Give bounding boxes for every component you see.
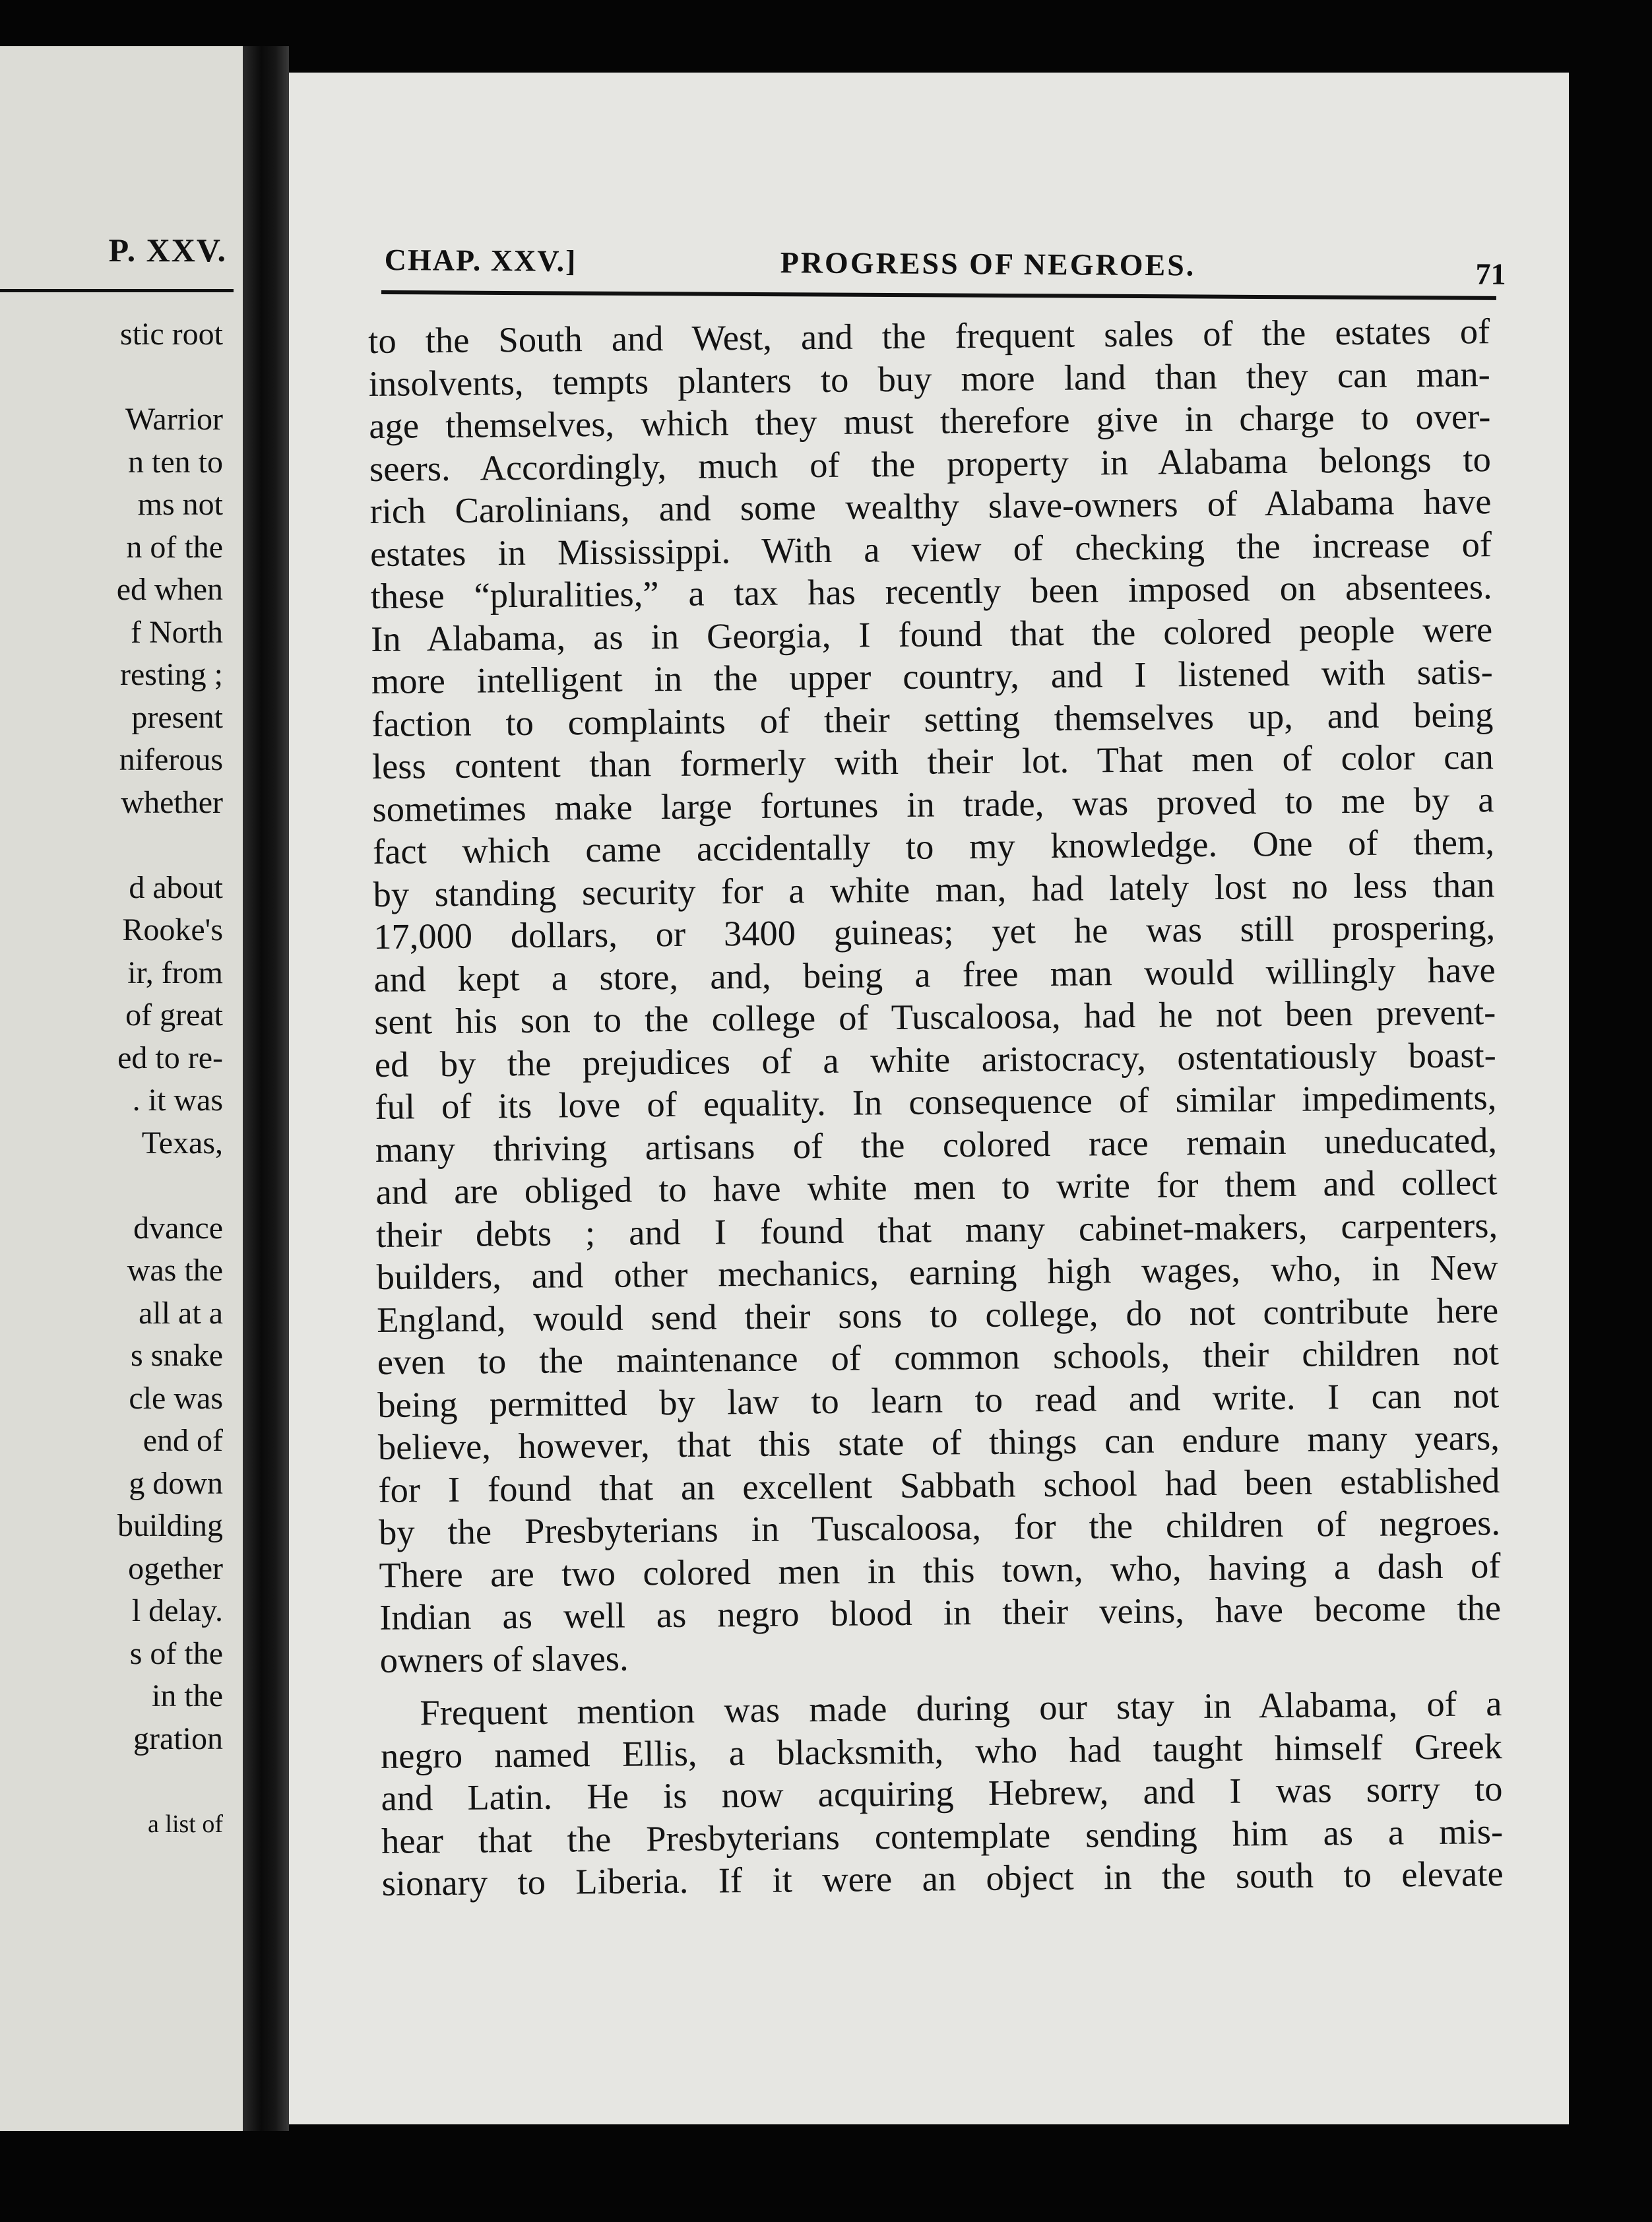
left-facing-page: [0, 46, 243, 2131]
left-page-line: l delay.: [131, 1593, 223, 1628]
text-line: their debts ; and I found that many cabinet-makers, carpenters,: [375, 1204, 1498, 1255]
text-line: rich Carolinians, and some wealthy slave-owners of Alabama have: [369, 481, 1492, 531]
left-page-line: dvance: [133, 1210, 223, 1246]
left-page-gap: [117, 356, 223, 399]
left-page-line: ogether: [128, 1550, 223, 1586]
text-line: fact which came accidentally to my knowledge. One of them,: [372, 821, 1495, 872]
text-line: to the South and West, and the frequent sales of the estates of: [368, 311, 1490, 361]
left-page-line: ed when: [116, 572, 223, 607]
text-line: faction to complaints of their setting themselves up, and being: [371, 693, 1494, 744]
left-page-text: [117, 313, 223, 1845]
text-line: builders, and other mechanics, earning high wages, who, in New: [376, 1247, 1498, 1297]
text-line: owners of slaves.: [379, 1637, 629, 1680]
left-page-line: Texas,: [141, 1125, 223, 1160]
left-page-line: ir, from: [127, 955, 223, 990]
text-line: sionary to Liberia. If it were an object in the south to elevate: [381, 1853, 1504, 1903]
text-line: seers. Accordingly, much of the property in Alabama belongs to: [369, 438, 1492, 489]
text-line: England, would send their sons to college, do not contribute here: [376, 1289, 1499, 1340]
book-gutter: [243, 46, 289, 2131]
left-page-line: gration: [133, 1721, 223, 1756]
left-page-line: s snake: [131, 1338, 223, 1373]
left-page-line: ed to re-: [117, 1040, 223, 1075]
left-page-header: P. XXV.: [108, 232, 227, 269]
text-line: by standing security for a white man, had lately lost no less than: [373, 864, 1495, 914]
left-page-line: Warrior: [125, 402, 223, 437]
text-line: even to the maintenance of common schools, their children not: [377, 1332, 1499, 1382]
left-page-line: f North: [131, 614, 223, 650]
header-rule: [381, 290, 1496, 300]
text-line: Indian as well as negro blood in their veins, have become the: [379, 1587, 1502, 1637]
text-line: more intelligent in the upper country, and I listened with satis-: [371, 651, 1493, 701]
text-line: ful of its love of equality. In consequence of similar impediments,: [375, 1077, 1497, 1127]
left-page-line: . it was: [132, 1083, 223, 1118]
left-page-line: ms not: [137, 487, 223, 522]
text-line: for I found that an excellent Sabbath school had been established: [378, 1459, 1500, 1510]
body-text: [368, 310, 1504, 1905]
left-page-line: all at a: [139, 1295, 223, 1331]
text-line: and kept a store, and, being a free man would willingly have: [373, 949, 1496, 1000]
text-line: insolvents, tempts planters to buy more land than they can man-: [368, 353, 1491, 404]
page-number: 71: [1475, 257, 1506, 291]
text-line: many thriving artisans of the colored race remain uneducated,: [375, 1119, 1498, 1170]
text-line: negro named Ellis, a blacksmith, who had taught himself Greek: [380, 1725, 1503, 1776]
left-page-line: s of the: [129, 1635, 223, 1671]
left-page-line: whether: [121, 784, 223, 820]
left-page-line: d about: [129, 870, 223, 905]
left-page-line: building: [117, 1508, 223, 1543]
running-head: [384, 234, 1506, 291]
left-page-line: Rooke's: [122, 912, 223, 947]
left-page-line: niferous: [119, 742, 223, 777]
left-page-gap: [117, 1760, 223, 1803]
text-line: by the Presbyterians in Tuscaloosa, for the children of negroes.: [378, 1502, 1501, 1552]
left-page-line: g down: [129, 1465, 223, 1501]
text-line: sometimes make large fortunes in trade, was proved to me by a: [372, 778, 1494, 829]
text-line: age themselves, which they must therefore give in charge to over-: [369, 396, 1491, 446]
left-page-line: n of the: [126, 529, 223, 565]
left-page-line: was the: [127, 1253, 223, 1288]
text-line: Frequent mention was made during our stay in Alabama, of a: [420, 1683, 1502, 1733]
text-line: 17,000 dollars, or 3400 guineas; yet he was still prospering,: [373, 906, 1496, 957]
left-page-line: a list of: [148, 1810, 223, 1838]
left-page-line: n ten to: [128, 444, 223, 480]
text-line: sent his son to the college of Tuscaloosa, had he not been prevent-: [374, 992, 1496, 1042]
left-page-gap: [117, 1164, 223, 1207]
left-page-line: resting ;: [120, 657, 223, 692]
left-page-line: of great: [125, 998, 223, 1032]
running-title: PROGRESS OF NEGROES.: [780, 245, 1196, 282]
left-page-line: cle was: [129, 1380, 223, 1416]
text-line: ed by the prejudices of a white aristocracy, ostentatiously boast-: [374, 1034, 1497, 1085]
left-page-gap: [117, 824, 223, 867]
text-line: and Latin. He is now acquiring Hebrew, and I was sorry to: [381, 1768, 1503, 1818]
text-line: There are two colored men in this town, who, having a dash of: [379, 1544, 1501, 1595]
text-line: In Alabama, as in Georgia, I found that the colored people were: [370, 608, 1493, 659]
text-line: these “pluralities,” a tax has recently been imposed on absentees.: [370, 566, 1492, 616]
text-line: hear that the Presbyterians contemplate sending him as a mis-: [381, 1810, 1504, 1861]
text-line: estates in Mississippi. With a view of checking the increase of: [369, 523, 1492, 574]
chapter-label: CHAP. XXV.]: [384, 242, 577, 278]
text-line: believe, however, that this state of things can endure many years,: [377, 1417, 1500, 1467]
main-page: [289, 73, 1569, 2124]
left-page-line: in the: [152, 1678, 223, 1713]
text-line: being permitted by law to learn to read and write. I can not: [377, 1374, 1500, 1425]
left-header-rule: [0, 289, 234, 292]
left-page-line: present: [131, 699, 223, 735]
left-page-line: end of: [143, 1423, 223, 1458]
text-line: less content than formerly with their lot. That men of color can: [371, 736, 1494, 786]
text-line: and are obliged to have white men to write for them and collect: [375, 1162, 1498, 1212]
left-page-line: stic root: [120, 317, 223, 352]
